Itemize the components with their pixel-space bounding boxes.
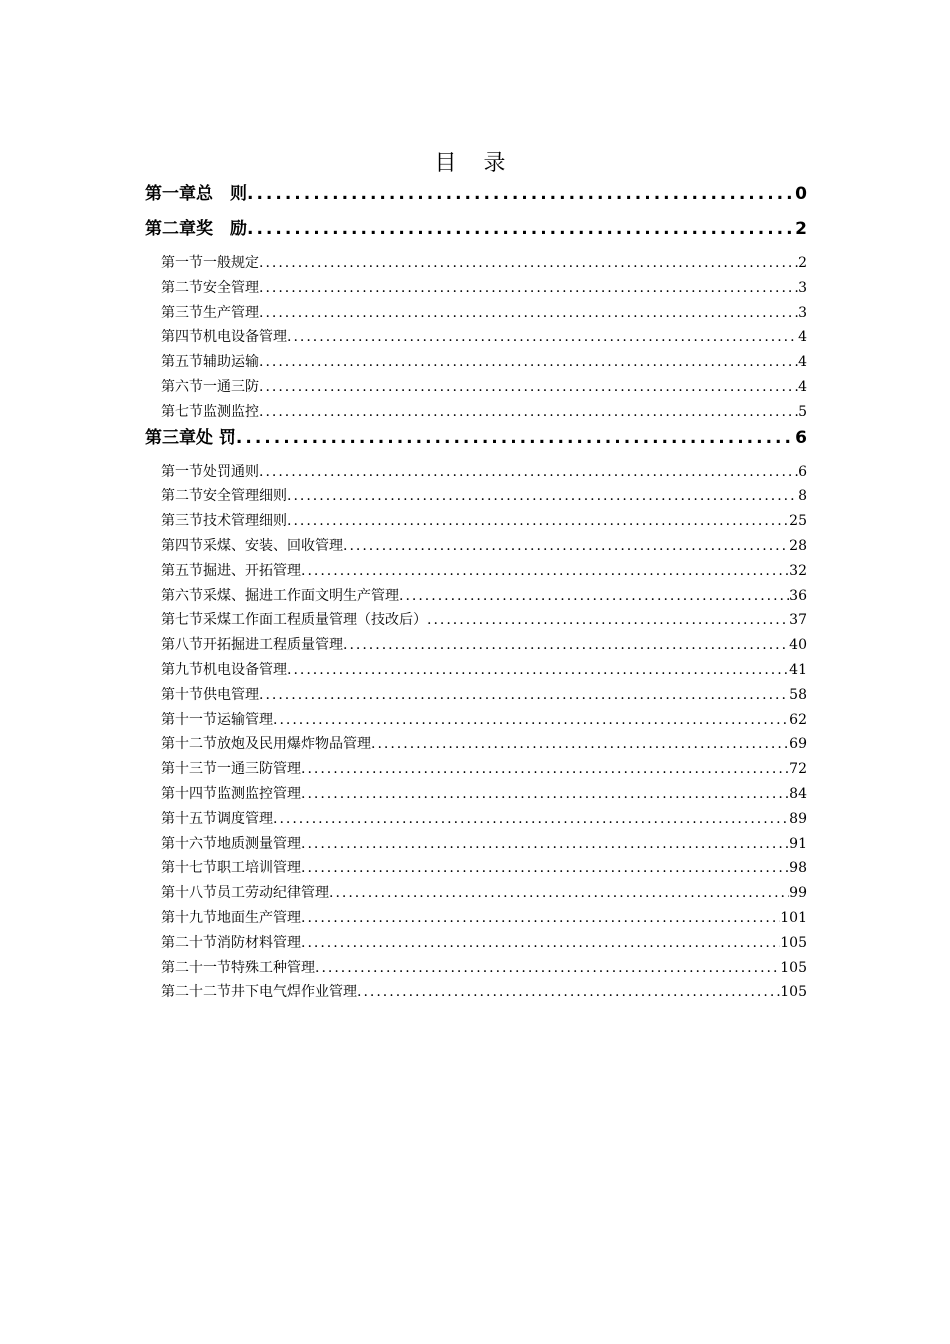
page-number: 40: [789, 637, 807, 654]
entry-label: 第三节: [161, 513, 203, 530]
toc-section-entry[interactable]: [145, 834, 807, 859]
entry-title: 安全管理: [203, 279, 259, 296]
page-number: 101: [780, 909, 807, 926]
entry-label: 第四节: [161, 537, 203, 554]
entry-label: 第一节: [161, 463, 203, 480]
entry-title: 消防材料管理: [217, 934, 301, 951]
leader-dots: [357, 982, 780, 1002]
entry-label: 第五节: [161, 562, 203, 579]
leader-dots: [236, 427, 795, 449]
leader-dots: [301, 759, 789, 779]
toc-section-entry[interactable]: [145, 858, 807, 883]
entry-title: 处罚通则: [203, 463, 259, 480]
entry-label: 第十七节: [161, 860, 217, 877]
entry-title: 奖 励: [196, 219, 247, 239]
leader-dots: [287, 327, 798, 347]
toc-section-entry[interactable]: [145, 734, 807, 759]
page-number: 25: [789, 513, 807, 530]
page-number: 36: [789, 587, 807, 604]
page-number: 84: [789, 785, 807, 802]
entry-title: 采煤、掘进工作面文明生产管理: [203, 587, 399, 604]
page-number: 41: [789, 661, 807, 678]
entry-label: 第十五节: [161, 810, 217, 827]
entry-label: 第二节: [161, 488, 203, 505]
toc-section-entry[interactable]: [145, 908, 807, 933]
entry-label: 第二十节: [161, 934, 217, 951]
page-number: 28: [789, 537, 807, 554]
toc-section-entry[interactable]: [145, 561, 807, 586]
entry-title: 特殊工种管理: [231, 959, 315, 976]
entry-label: 第二章: [145, 219, 196, 239]
entry-label: 第十六节: [161, 835, 217, 852]
toc-section-entry[interactable]: [145, 253, 807, 278]
toc-section-entry[interactable]: [145, 511, 807, 536]
page-number: 58: [789, 686, 807, 703]
leader-dots: [259, 303, 798, 323]
page-number: 6: [798, 463, 807, 480]
entry-label: 第二十一节: [161, 959, 231, 976]
page-number: 99: [789, 885, 807, 902]
entry-title: 技术管理细则: [203, 513, 287, 530]
entry-label: 第四节: [161, 329, 203, 346]
leader-dots: [301, 908, 780, 928]
entry-title: 员工劳动纪律管理: [217, 885, 329, 902]
table-of-contents: [145, 183, 807, 1007]
leader-dots: [329, 883, 789, 903]
entry-title: 运输管理: [217, 711, 273, 728]
leader-dots: [259, 685, 789, 705]
entry-label: 第三节: [161, 304, 203, 321]
toc-chapter-entry[interactable]: [145, 427, 807, 462]
leader-dots: [287, 660, 789, 680]
entry-label: 第七节: [161, 403, 203, 420]
entry-title: 生产管理: [203, 304, 259, 321]
toc-section-entry[interactable]: [145, 377, 807, 402]
entry-label: 第十三节: [161, 761, 217, 778]
leader-dots: [247, 218, 795, 240]
entry-title: 一通三防管理: [217, 761, 301, 778]
leader-dots: [301, 858, 789, 878]
page-number: 2: [798, 255, 807, 271]
page-number: 32: [789, 562, 807, 579]
toc-section-entry[interactable]: [145, 759, 807, 784]
entry-label: 第二十二节: [161, 984, 231, 1001]
entry-title: 一般规定: [203, 255, 259, 271]
page-number: 3: [798, 279, 807, 296]
entry-label: 第一章: [145, 184, 196, 204]
toc-section-entry[interactable]: [145, 303, 807, 328]
entry-label: 第十节: [161, 686, 203, 703]
page-number: 8: [798, 488, 807, 505]
leader-dots: [259, 377, 798, 397]
leader-dots: [301, 561, 789, 581]
page-number: 105: [780, 959, 807, 976]
toc-section-entry[interactable]: [145, 883, 807, 908]
leader-dots: [287, 486, 798, 506]
entry-title: 辅助运输: [203, 354, 259, 371]
entry-label: 第八节: [161, 637, 203, 654]
entry-title: 职工培训管理: [217, 860, 301, 877]
entry-title: 机电设备管理: [203, 329, 287, 346]
leader-dots: [287, 511, 789, 531]
leader-dots: [301, 834, 789, 854]
toc-title: 目 录: [434, 151, 516, 176]
page-number: 89: [789, 810, 807, 827]
page-number: 105: [780, 934, 807, 951]
toc-section-entry[interactable]: [145, 982, 807, 1007]
entry-label: 第一节: [161, 255, 203, 271]
leader-dots: [259, 278, 798, 298]
page-number: 0: [795, 184, 807, 204]
page-number: 62: [789, 711, 807, 728]
leader-dots: [273, 809, 789, 829]
entry-title: 掘进、开拓管理: [203, 562, 301, 579]
page-number: 6: [795, 427, 807, 448]
leader-dots: [247, 183, 795, 205]
toc-section-entry[interactable]: [145, 486, 807, 511]
entry-label: 第九节: [161, 661, 203, 678]
entry-label: 第五节: [161, 354, 203, 371]
entry-label: 第七节: [161, 612, 203, 629]
toc-section-entry[interactable]: [145, 352, 807, 377]
entry-title: 调度管理: [217, 810, 273, 827]
entry-title: 监测监控管理: [217, 785, 301, 802]
page-number: 4: [798, 329, 807, 346]
page-number: 4: [798, 354, 807, 371]
toc-section-entry[interactable]: [145, 610, 807, 635]
entry-title: 安全管理细则: [203, 488, 287, 505]
toc-section-entry[interactable]: [145, 710, 807, 735]
entry-label: 第十一节: [161, 711, 217, 728]
page-number: 98: [789, 860, 807, 877]
page-number: 72: [789, 761, 807, 778]
entry-title: 处 罚: [196, 427, 236, 448]
entry-title: 开拓掘进工程质量管理: [203, 637, 343, 654]
leader-dots: [273, 710, 789, 730]
toc-section-entry[interactable]: [145, 809, 807, 834]
page-number: 4: [798, 378, 807, 395]
page-number: 91: [789, 835, 807, 852]
toc-section-entry[interactable]: [145, 586, 807, 611]
toc-section-entry[interactable]: [145, 784, 807, 809]
entry-label: 第二节: [161, 279, 203, 296]
toc-section-entry[interactable]: [145, 933, 807, 958]
toc-section-entry[interactable]: [145, 327, 807, 352]
leader-dots: [301, 784, 789, 804]
page-number: 37: [789, 612, 807, 629]
entry-title: 地面生产管理: [217, 909, 301, 926]
entry-title: 地质测量管理: [217, 835, 301, 852]
leader-dots: [259, 462, 798, 482]
entry-title: 总 则: [196, 184, 247, 204]
leader-dots: [259, 352, 798, 372]
leader-dots: [259, 253, 798, 273]
entry-title: 放炮及民用爆炸物品管理: [217, 736, 371, 753]
entry-title: 井下电气焊作业管理: [231, 984, 357, 1001]
leader-dots: [315, 958, 780, 978]
leader-dots: [371, 734, 789, 754]
entry-label: 第十九节: [161, 909, 217, 926]
page-number: 2: [795, 219, 807, 239]
entry-title: 采煤工作面工程质量管理（技改后）: [203, 612, 427, 629]
leader-dots: [343, 635, 789, 655]
toc-section-entry[interactable]: [145, 278, 807, 303]
leader-dots: [399, 586, 789, 606]
entry-title: 监测监控: [203, 403, 259, 420]
toc-section-entry[interactable]: [145, 402, 807, 427]
entry-title: 采煤、安装、回收管理: [203, 537, 343, 554]
toc-chapter-entry[interactable]: [145, 183, 807, 218]
toc-section-entry[interactable]: [145, 958, 807, 983]
toc-section-entry[interactable]: [145, 635, 807, 660]
page-number: 69: [789, 736, 807, 753]
toc-section-entry[interactable]: [145, 536, 807, 561]
page-number: 5: [798, 403, 807, 420]
entry-title: 供电管理: [203, 686, 259, 703]
entry-label: 第十八节: [161, 885, 217, 902]
toc-section-entry[interactable]: [145, 660, 807, 685]
leader-dots: [259, 402, 798, 422]
entry-label: 第十四节: [161, 785, 217, 802]
page-number: 3: [798, 304, 807, 321]
entry-label: 第六节: [161, 378, 203, 395]
page-number: 105: [780, 984, 807, 1001]
entry-title: 机电设备管理: [203, 661, 287, 678]
entry-label: 第十二节: [161, 736, 217, 753]
entry-title: 一通三防: [203, 378, 259, 395]
entry-label: 第六节: [161, 587, 203, 604]
toc-chapter-entry[interactable]: [145, 218, 807, 253]
leader-dots: [427, 610, 789, 630]
leader-dots: [301, 933, 780, 953]
toc-section-entry[interactable]: [145, 685, 807, 710]
entry-label: 第三章: [145, 427, 196, 448]
toc-section-entry[interactable]: [145, 462, 807, 487]
leader-dots: [343, 536, 789, 556]
